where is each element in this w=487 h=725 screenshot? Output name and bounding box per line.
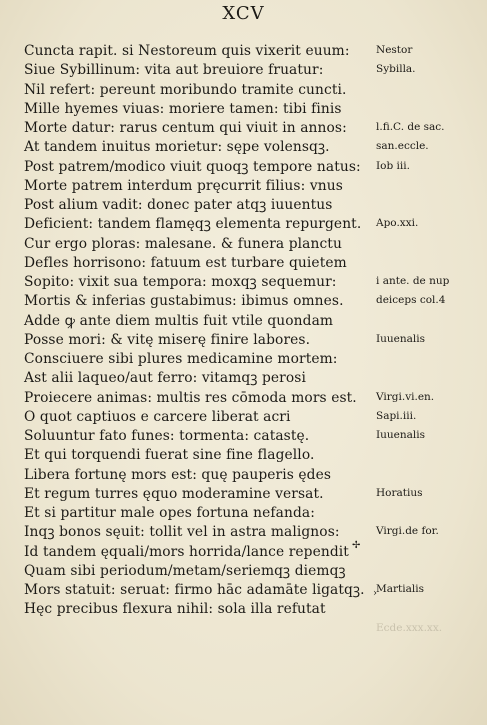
verse-line: Proiecere animas: multis res cōmoda mors est.: [24, 389, 357, 406]
verse-line: Ast alii laqueo/aut ferro: vitamqꝫ perosi: [24, 370, 306, 387]
marginal-note: Sapi.iii.: [376, 409, 417, 422]
verse-text-block: [24, 42, 374, 620]
verse-line: At tandem inuitus morietur: sępe volensqꝫ.: [24, 139, 330, 156]
marginal-note: Iob iii.: [376, 159, 410, 172]
verse-line: Adde ꝙ ante diem multis fuit vtile quondam: [24, 312, 334, 329]
verse-line: Inqꝫ bonos sęuit: tollit vel in astra malignos:: [24, 524, 340, 541]
verse-line: Post alium vadit: donec pater atqꝫ iuuentus: [24, 197, 333, 213]
marginal-note: Iuuenalis: [376, 332, 426, 345]
verse-line: Et si partitur male opes fortuna nefanda:: [24, 505, 315, 521]
marginal-note: Virgi.de for.: [376, 525, 439, 538]
marginal-note: Apo.xxi.: [376, 217, 419, 230]
verse-line: Morte datur: rarus centum qui viuit in annos:: [24, 120, 347, 136]
verse-line: Mille hyemes viuas: moriere tamen: tibi finis: [24, 100, 342, 117]
verse-line: Mortis & inferias gustabimus: ibimus omnes.: [24, 293, 344, 310]
marginal-note: Nestor: [376, 44, 413, 56]
verse-line: Cur ergo ploras: malesane. & funera planctu: [24, 235, 342, 252]
margin-mark-icon: ›: [373, 588, 377, 599]
verse-line: Et qui torquendi fuerat sine fine flagello.: [24, 447, 315, 464]
folio-number: XCV: [222, 3, 265, 24]
marginal-note: san.eccle.: [376, 140, 429, 153]
verse-line: Quam sibi periodum/metam/seriemqꝫ diemqꝫ: [24, 562, 346, 579]
verse-line: Defles horrisono: fatuum est turbare quietem: [24, 254, 347, 271]
verse-line: Posse mori: & vitę miserę finire labores.: [24, 331, 311, 348]
marginal-note: Ecde.xxx.xx.: [376, 621, 443, 634]
marginal-note: deiceps col.4: [376, 294, 446, 307]
marginal-note: Iuuenalis: [376, 429, 426, 441]
verse-line: Soluuntur fato funes: tormenta: catastę.: [24, 428, 310, 444]
verse-line: Cuncta rapit. si Nestoreum quis vixerit euum:: [24, 43, 350, 59]
verse-line: Post patrem/modico viuit quoqꝫ tempore natus:: [24, 158, 361, 175]
verse-line: Nil refert: pereunt moribundo tramite cuncti.: [24, 81, 347, 98]
verse-line: Consciuere sibi plures medicamine mortem:: [24, 351, 338, 367]
verse-line: Deficient: tandem flamęqꝫ elementa repurgent.: [24, 216, 362, 233]
marginal-note: Sybilla.: [376, 63, 416, 76]
verse-line: O quot captiuos e carcere liberat acri: [24, 408, 291, 425]
marginal-note: i ante. de nup: [376, 275, 450, 287]
verse-line: Mors statuit: seruat: firmo hāc adamāte ligatqꝫ.: [24, 582, 365, 598]
marginal-note: Martialis: [376, 583, 424, 595]
verse-line: Hęc precibus flexura nihil: sola illa refutat: [24, 601, 326, 618]
verse-line: Siue Sybillinum: vita aut breuiore fruatur:: [24, 62, 324, 79]
verse-line: Id tandem ęquali/mors horrida/lance rependit: [24, 543, 349, 560]
verse-line: Sopito: vixit sua tempora: moxqꝫ sequemur:: [24, 274, 337, 290]
marginal-note: l.fi.C. de sac.: [376, 121, 445, 133]
verse-line: Morte patrem interdum pręcurrit filius: vnus: [24, 177, 343, 194]
margin-mark-icon: ✢: [352, 540, 361, 551]
marginal-note: Horatius: [376, 486, 423, 499]
marginal-note: Virgi.vi.en.: [376, 390, 435, 403]
verse-line: Et regum turres ęquo moderamine versat.: [24, 485, 324, 502]
verse-line: Libera fortunę mors est: quę pauperis ędes: [24, 466, 332, 483]
